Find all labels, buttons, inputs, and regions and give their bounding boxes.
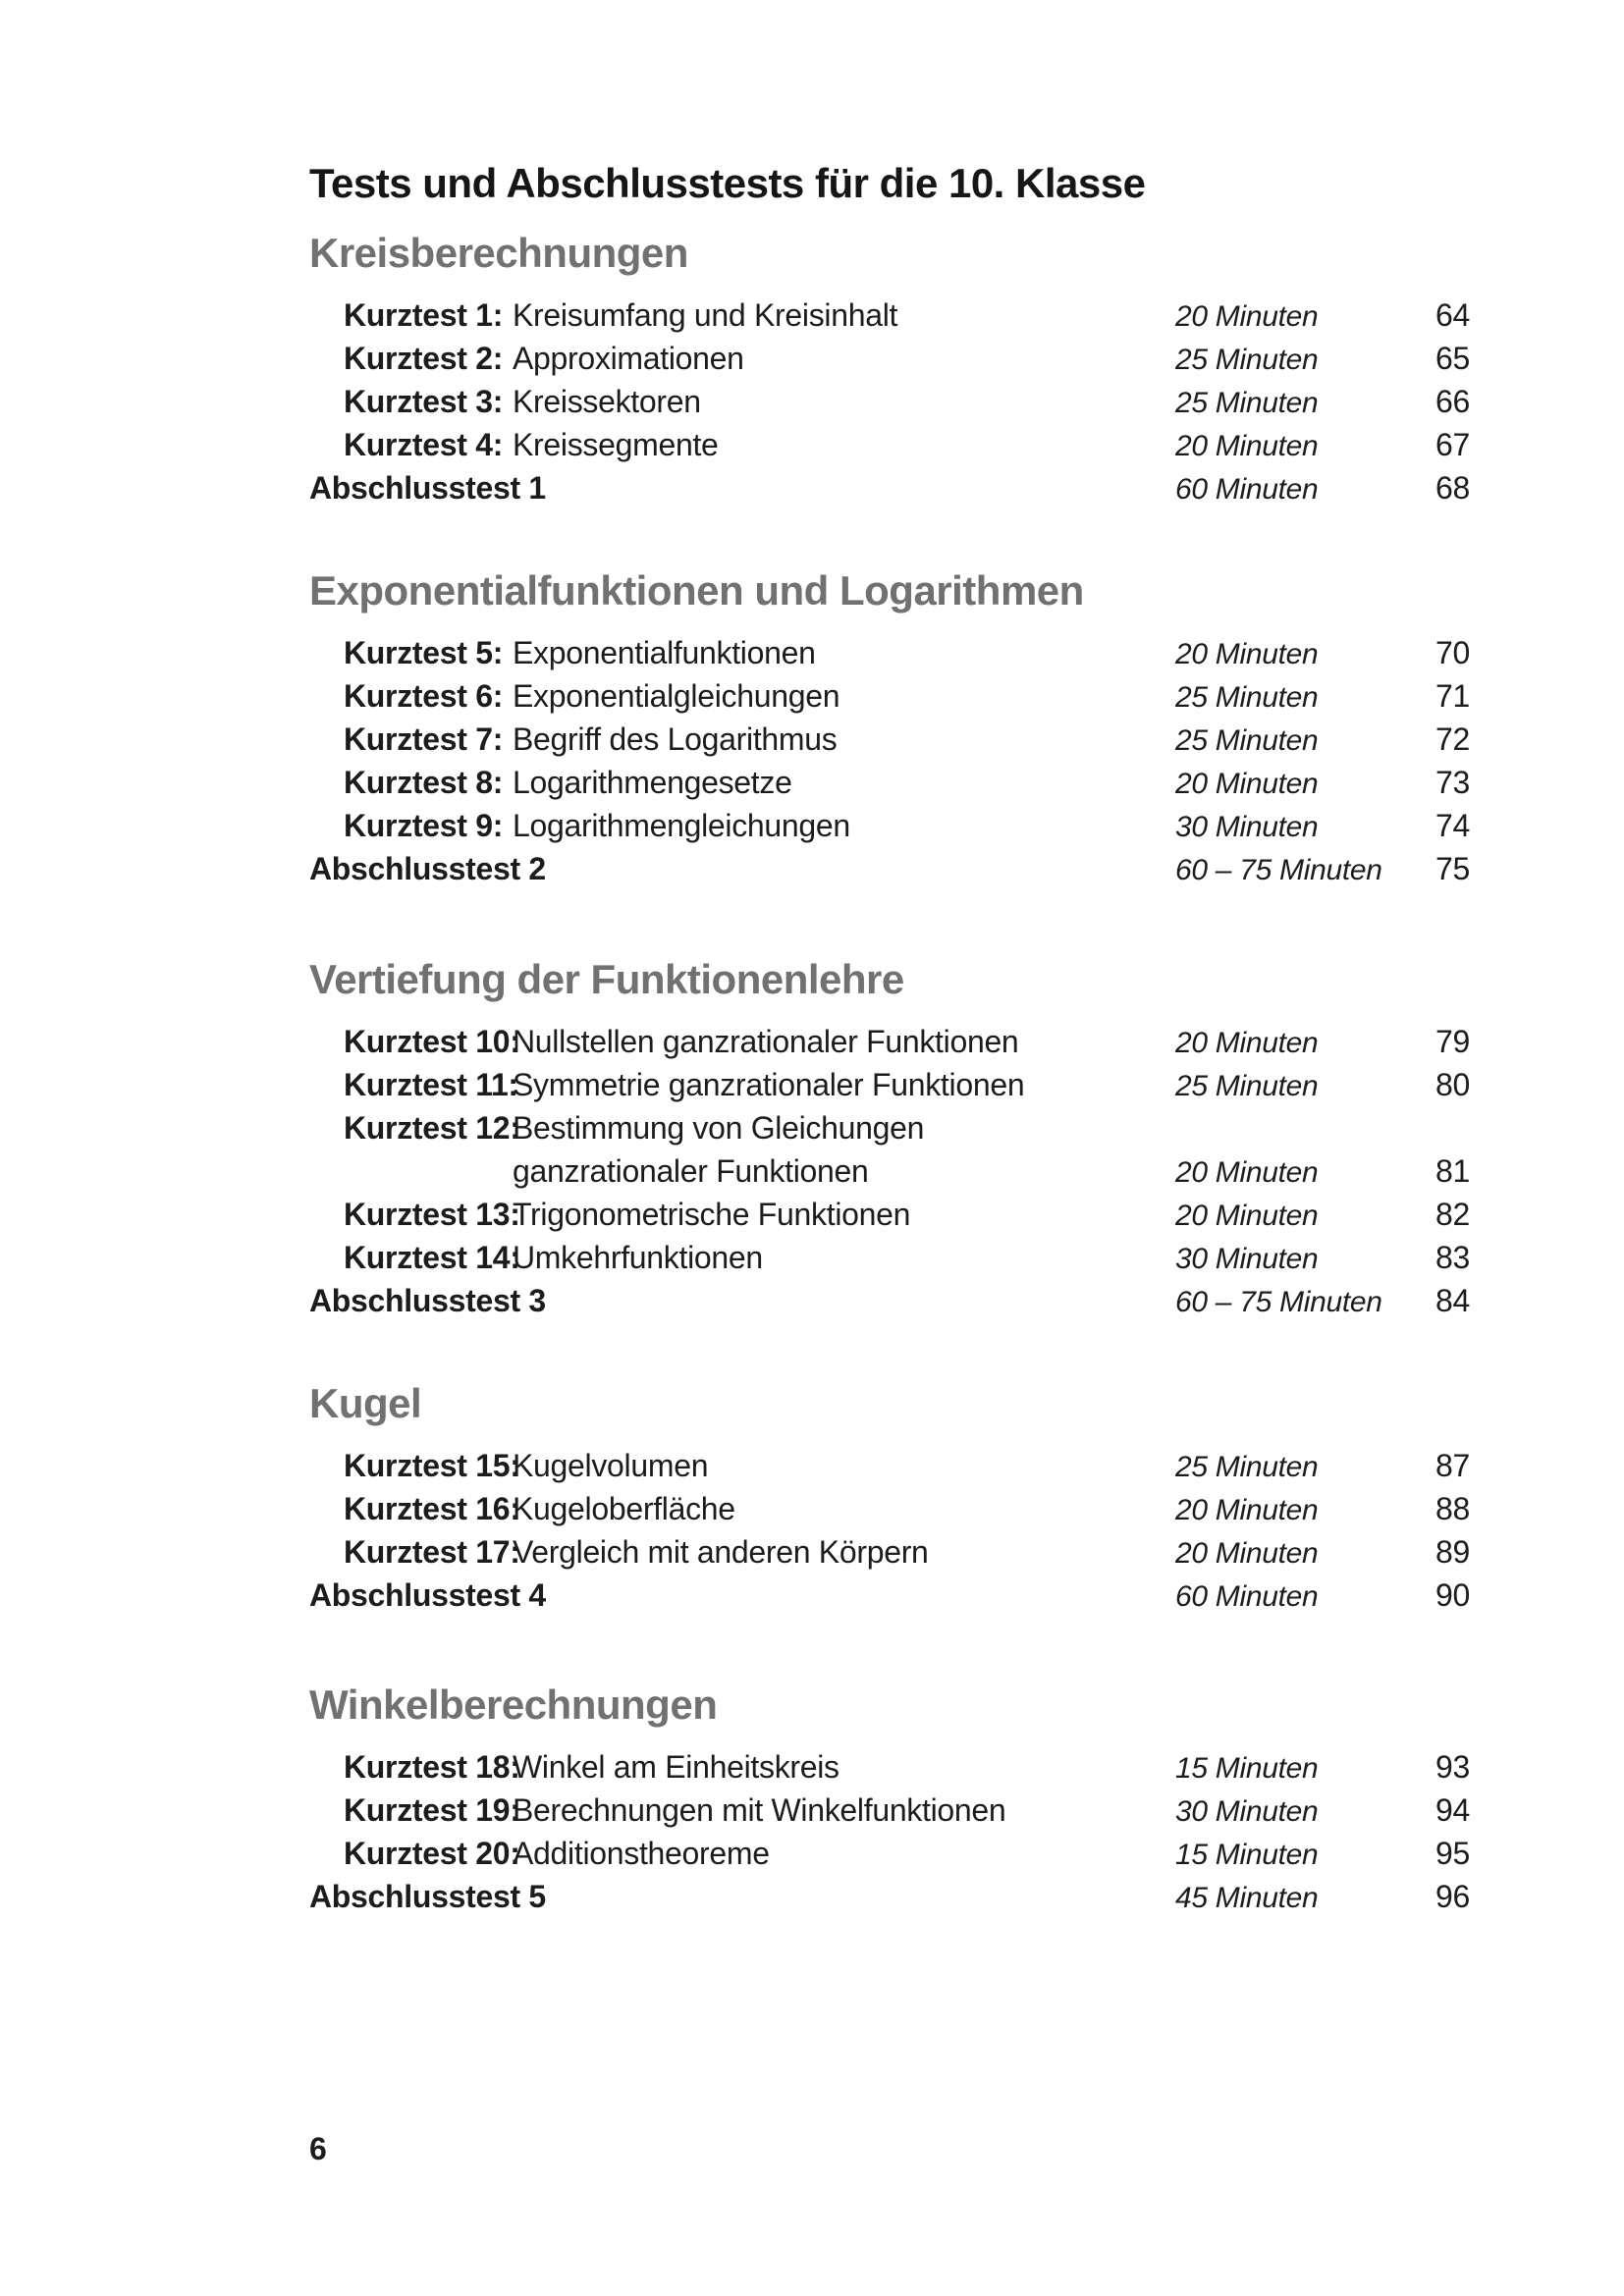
section-heading: Exponentialfunktionen und Logarithmen <box>309 567 1084 614</box>
test-topic: Approximationen <box>513 341 744 376</box>
toc-row-main <box>309 1789 1175 1832</box>
toc-row <box>309 631 1470 674</box>
section-heading: Kreisberechnungen <box>309 230 688 276</box>
toc-row <box>309 674 1470 718</box>
test-label: Kurztest 5: <box>344 635 504 670</box>
toc-row-main <box>309 761 1175 804</box>
test-duration: 30 Minuten <box>1175 1795 1319 1828</box>
test-page: 64 <box>1435 297 1470 333</box>
test-page: 88 <box>1435 1491 1470 1526</box>
test-topic: Winkel am Einheitskreis <box>513 1749 839 1785</box>
test-label: Abschlusstest 1 <box>309 470 546 506</box>
toc-row-main <box>309 1020 1175 1063</box>
test-topic: Symmetrie ganzrationaler Funktionen <box>513 1067 1025 1102</box>
toc-row-main <box>309 1832 1175 1875</box>
toc-row <box>309 466 1470 509</box>
test-label: Kurztest 16: <box>344 1491 520 1526</box>
toc-row-main <box>309 1063 1175 1106</box>
test-label: Kurztest 15: <box>344 1448 520 1483</box>
test-label: Kurztest 19: <box>344 1792 520 1828</box>
test-label: Kurztest 8: <box>344 765 504 800</box>
toc-section <box>309 1378 1470 1617</box>
test-page: 83 <box>1435 1240 1470 1275</box>
test-page: 74 <box>1435 808 1470 843</box>
test-duration: 20 Minuten <box>1175 1494 1319 1526</box>
test-topic: Vergleich mit anderen Körpern <box>513 1534 929 1570</box>
test-page: 71 <box>1435 678 1470 714</box>
test-topic: Trigonometrische Funktionen <box>513 1197 911 1232</box>
test-label: Kurztest 11: <box>344 1067 518 1102</box>
toc-row-main <box>309 466 1175 509</box>
toc-row-main <box>309 847 1175 890</box>
test-duration: 60 Minuten <box>1175 473 1319 506</box>
test-label: Abschlusstest 2 <box>309 851 546 886</box>
toc-row <box>309 294 1470 337</box>
test-label: Kurztest 20: <box>344 1836 520 1871</box>
test-duration: 25 Minuten <box>1175 681 1319 714</box>
test-duration: 20 Minuten <box>1175 768 1319 800</box>
toc-row <box>309 423 1470 466</box>
section-heading: Kugel <box>309 1380 422 1426</box>
test-topic: Logarithmengesetze <box>513 765 792 800</box>
test-label: Abschlusstest 4 <box>309 1577 546 1613</box>
toc-row-main <box>309 1236 1175 1279</box>
test-page: 66 <box>1435 384 1470 419</box>
toc-row-main <box>309 423 1175 466</box>
test-page: 87 <box>1435 1448 1470 1483</box>
test-label: Kurztest 17: <box>344 1534 520 1570</box>
test-label: Kurztest 2: <box>344 341 504 376</box>
test-duration: 60 – 75 Minuten <box>1175 1286 1382 1318</box>
toc-row <box>309 1279 1470 1322</box>
test-page: 70 <box>1435 635 1470 670</box>
toc-row <box>309 1745 1470 1789</box>
test-topic: Exponentialgleichungen <box>513 678 840 714</box>
toc-row <box>309 1193 1470 1236</box>
test-page: 73 <box>1435 765 1470 800</box>
test-label: Kurztest 6: <box>344 678 504 714</box>
toc-row <box>309 1106 1470 1149</box>
test-label: Abschlusstest 5 <box>309 1879 546 1914</box>
toc-row-main <box>309 1279 1175 1322</box>
toc-row <box>309 718 1470 761</box>
toc-row <box>309 1574 1470 1617</box>
section-rows <box>309 631 1470 890</box>
toc-row-main <box>309 1875 1175 1918</box>
test-topic: Bestimmung von Gleichungen <box>513 1110 925 1146</box>
test-topic: Kugelvolumen <box>513 1448 709 1483</box>
toc-row-main <box>309 1745 1175 1789</box>
test-label: Abschlusstest 3 <box>309 1283 546 1318</box>
toc-row <box>309 1444 1470 1487</box>
toc-row <box>309 1149 1470 1193</box>
test-label: Kurztest 13: <box>344 1197 520 1232</box>
toc-row-main <box>309 1530 1175 1574</box>
test-duration: 25 Minuten <box>1175 1070 1319 1102</box>
toc-row-main <box>309 804 1175 847</box>
test-label: Kurztest 1: <box>344 297 504 333</box>
test-topic: Kreissektoren <box>513 384 701 419</box>
test-page: 89 <box>1435 1534 1470 1570</box>
toc-section <box>309 565 1470 890</box>
toc-section <box>309 1680 1470 1918</box>
test-duration: 15 Minuten <box>1175 1752 1319 1785</box>
toc-row <box>309 1530 1470 1574</box>
test-topic: Additionstheoreme <box>513 1836 770 1871</box>
toc-row <box>309 337 1470 380</box>
test-topic: Berechnungen mit Winkelfunktionen <box>513 1792 1006 1828</box>
toc-row <box>309 847 1470 890</box>
toc-row <box>309 1020 1470 1063</box>
toc-row-main <box>309 674 1175 718</box>
test-label: Kurztest 3: <box>344 384 504 419</box>
test-page: 79 <box>1435 1024 1470 1059</box>
test-page: 68 <box>1435 470 1470 506</box>
test-page: 82 <box>1435 1197 1470 1232</box>
test-topic: Begriff des Logarithmus <box>513 721 838 757</box>
test-page: 75 <box>1435 851 1470 886</box>
toc-row <box>309 1832 1470 1875</box>
test-topic: Exponentialfunktionen <box>513 635 816 670</box>
test-duration: 20 Minuten <box>1175 430 1319 462</box>
test-label: Kurztest 9: <box>344 808 504 843</box>
test-topic: Logarithmengleichungen <box>513 808 850 843</box>
test-topic: Nullstellen ganzrationaler Funktionen <box>513 1024 1019 1059</box>
toc-section <box>309 228 1470 509</box>
section-rows <box>309 1444 1470 1617</box>
toc-row-main <box>309 1193 1175 1236</box>
toc-row-main <box>309 1574 1175 1617</box>
test-label: Kurztest 4: <box>344 427 504 462</box>
test-page: 72 <box>1435 721 1470 757</box>
toc-row <box>309 804 1470 847</box>
toc-row-main <box>309 294 1175 337</box>
toc-row <box>309 1789 1470 1832</box>
test-page: 80 <box>1435 1067 1470 1102</box>
toc-sections <box>309 228 1470 1918</box>
section-rows <box>309 294 1470 509</box>
test-label: Kurztest 14: <box>344 1240 520 1275</box>
toc-row <box>309 1063 1470 1106</box>
test-label: Kurztest 7: <box>344 721 504 757</box>
test-duration: 20 Minuten <box>1175 300 1319 333</box>
toc-row <box>309 380 1470 423</box>
test-duration: 25 Minuten <box>1175 344 1319 376</box>
test-duration: 20 Minuten <box>1175 638 1319 670</box>
toc-row-main <box>309 1487 1175 1530</box>
toc-row <box>309 1875 1470 1918</box>
test-duration: 20 Minuten <box>1175 1156 1319 1189</box>
test-page: 65 <box>1435 341 1470 376</box>
test-duration: 45 Minuten <box>1175 1882 1319 1914</box>
test-page: 93 <box>1435 1749 1470 1785</box>
test-duration: 25 Minuten <box>1175 387 1319 419</box>
test-topic: Kreissegmente <box>513 427 719 462</box>
toc-row <box>309 1236 1470 1279</box>
page-title: Tests und Abschlusstests für die 10. Klasse <box>309 160 1146 206</box>
toc-row-main <box>309 337 1175 380</box>
test-topic: ganzrationaler Funktionen <box>513 1153 869 1189</box>
test-page: 94 <box>1435 1792 1470 1828</box>
test-label: Kurztest 10: <box>344 1024 520 1059</box>
test-duration: 60 – 75 Minuten <box>1175 854 1382 886</box>
test-duration: 20 Minuten <box>1175 1200 1319 1232</box>
toc-section <box>309 954 1470 1322</box>
toc-row-main <box>309 718 1175 761</box>
toc-row-main <box>309 1106 1175 1149</box>
test-page: 95 <box>1435 1836 1470 1871</box>
test-topic: Kugeloberfläche <box>513 1491 735 1526</box>
toc-row-main <box>309 1444 1175 1487</box>
test-page: 81 <box>1435 1153 1470 1189</box>
test-page: 84 <box>1435 1283 1470 1318</box>
toc-row-main <box>309 380 1175 423</box>
test-page: 96 <box>1435 1879 1470 1914</box>
test-duration: 20 Minuten <box>1175 1537 1319 1570</box>
test-duration: 60 Minuten <box>1175 1580 1319 1613</box>
test-page: 67 <box>1435 427 1470 462</box>
test-duration: 30 Minuten <box>1175 1243 1319 1275</box>
test-duration: 20 Minuten <box>1175 1027 1319 1059</box>
test-duration: 25 Minuten <box>1175 724 1319 757</box>
page-number: 6 <box>309 2131 327 2166</box>
toc-row <box>309 761 1470 804</box>
test-topic: Umkehrfunktionen <box>513 1240 763 1275</box>
test-topic: Kreisumfang und Kreisinhalt <box>513 297 898 333</box>
test-label: Kurztest 18: <box>344 1749 520 1785</box>
section-rows <box>309 1745 1470 1918</box>
test-label: Kurztest 12: <box>344 1110 520 1146</box>
toc-row-main <box>309 1149 1175 1193</box>
toc-row <box>309 1487 1470 1530</box>
section-heading: Winkelberechnungen <box>309 1682 718 1728</box>
section-heading: Vertiefung der Funktionenlehre <box>309 956 904 1002</box>
test-duration: 30 Minuten <box>1175 811 1319 843</box>
section-rows <box>309 1020 1470 1322</box>
test-page: 90 <box>1435 1577 1470 1613</box>
toc-row-main <box>309 631 1175 674</box>
test-duration: 25 Minuten <box>1175 1451 1319 1483</box>
test-duration: 15 Minuten <box>1175 1839 1319 1871</box>
